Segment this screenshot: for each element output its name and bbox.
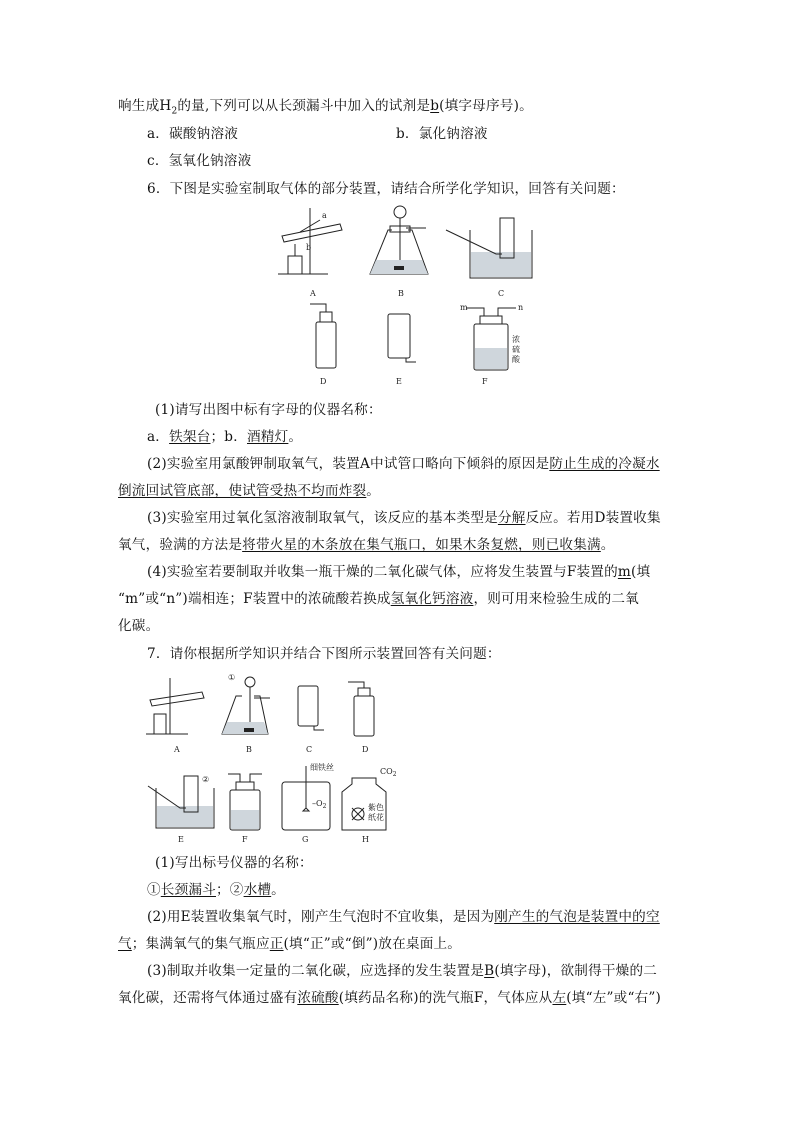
label-C: C — [498, 289, 505, 298]
q7-p2-line2 — [118, 935, 461, 953]
text: (2)用E装置收集氧气时，刚产生气泡时不宜收集，是因为 — [147, 909, 495, 925]
text: (填字母)，欲制得干燥的二 — [494, 963, 658, 979]
mark-1: ① — [228, 673, 236, 682]
paper-label-2: 纸花 — [368, 813, 384, 822]
q7-p1: (1)写出标号仪器的名称： — [155, 855, 313, 871]
label-a-mark: a — [322, 211, 327, 220]
label-A: A — [310, 289, 316, 298]
text: ；② — [215, 882, 244, 898]
text: 的量,下列可以从长颈漏斗中加入的试剂是 — [177, 98, 431, 114]
apparatus-f-q6 — [460, 303, 523, 370]
text: a． — [147, 429, 170, 445]
label-D: D — [362, 745, 369, 754]
q6-p4-line3: 化碳。 — [118, 618, 160, 634]
q6-stem: 6．下图是实验室制取气体的部分装置，请结合所学化学知识，回答有关问题： — [147, 181, 625, 197]
label-B: B — [398, 289, 404, 298]
text: (3)实验室用过氧化氢溶液制取氧气，该反应的基本类型是 — [147, 510, 498, 526]
text: 。 — [600, 537, 615, 553]
apparatus-e-q6 — [388, 314, 416, 362]
apparatus-g-q7 — [282, 762, 334, 830]
answer: m — [617, 564, 631, 580]
label-n-mark: n — [518, 303, 524, 312]
answer: 气 — [118, 936, 132, 952]
answer: 正 — [269, 936, 284, 952]
text: (4)实验室若要制取并收集一瓶干燥的二氧化碳气体，应将发生装置与F装置的 — [147, 564, 618, 580]
answer: 分解 — [497, 510, 526, 526]
label-G: G — [302, 835, 309, 844]
text: 反应。若用D装置收集 — [525, 510, 661, 526]
apparatus-a-q6 — [278, 208, 342, 274]
answer: 长颈漏斗 — [160, 882, 216, 898]
answer: 酒精灯 — [247, 429, 289, 445]
text: 氧化碳，还需将气体通过盛有 — [118, 990, 298, 1006]
text: ，则可用来检验生成的二氧 — [473, 591, 639, 607]
answer: 水槽 — [243, 882, 272, 898]
wire-label: 细铁丝 — [310, 763, 334, 772]
answer: 浓硫酸 — [297, 990, 339, 1006]
text: ① — [147, 882, 161, 898]
acid-3: 酸 — [512, 355, 520, 364]
apparatus-b-q6 — [370, 206, 428, 274]
apparatus-f-q7 — [228, 774, 262, 830]
text: 。 — [271, 882, 285, 898]
answer: B — [484, 963, 495, 979]
answer: 将带火星的木条放在集气瓶口，如果木条复燃，则已收集满 — [242, 537, 601, 553]
apparatus-d-q7 — [348, 682, 374, 736]
text: (3)制取并收集一定量的二氧化碳，应选择的发生装置是 — [147, 963, 485, 979]
label-D: D — [320, 377, 327, 386]
label-m-mark: m — [460, 303, 468, 312]
answer: 防止生成的冷凝水 — [549, 456, 660, 472]
apparatus-e-q7 — [148, 775, 214, 828]
option-c: c．氢氧化钠溶液 — [147, 153, 252, 169]
label-F: F — [482, 377, 488, 386]
paper-label-1: 紫色 — [368, 803, 384, 812]
acid-2: 硫 — [512, 345, 520, 354]
label-E: E — [178, 835, 184, 844]
answer: b — [430, 98, 440, 114]
text: ；集满氧气的集气瓶应 — [131, 936, 270, 952]
q6-p3-line1 — [147, 509, 661, 527]
apparatus-a-q7 — [146, 678, 204, 734]
q6-p1: (1)请写出图中标有字母的仪器名称： — [155, 402, 382, 418]
answer: 倒流回试管底部，使试管受热不均而炸裂 — [118, 483, 367, 499]
q6-p4-line2 — [118, 590, 639, 608]
continuation-line — [118, 97, 533, 121]
q7-p1-answers — [147, 881, 285, 899]
q6-p2-line2 — [118, 482, 380, 500]
apparatus-c-q6 — [446, 218, 532, 278]
answer: 刚产生的气泡是装置中的空 — [494, 909, 660, 925]
acid-1: 浓 — [512, 335, 520, 344]
text: (填字母序号)。 — [439, 98, 533, 114]
apparatus-d-q6 — [310, 304, 336, 368]
text: “m”或“n”)端相连；F装置中的浓硫酸若换成 — [118, 591, 391, 607]
q7-stem: 7．请你根据所学知识并结合下图所示装置回答有关问题： — [147, 646, 501, 662]
q6-figure — [270, 200, 540, 390]
label-C: C — [306, 745, 313, 754]
label-H: H — [362, 835, 369, 844]
mark-2: ② — [202, 775, 210, 784]
answer: 左 — [552, 990, 567, 1006]
text: (2)实验室用氯酸钾制取氧气，装置A中试管口略向下倾斜的原因是 — [147, 456, 550, 472]
text: 。 — [288, 429, 303, 445]
q7-p2-line1 — [147, 908, 660, 926]
text: ；b． — [210, 429, 247, 445]
apparatus-b-q7 — [222, 673, 270, 734]
q6-p1-answers — [147, 428, 302, 446]
o2-label: $-O_2$ — [312, 799, 327, 810]
text: (填“左”或“右”) — [566, 990, 662, 1006]
text: 。 — [366, 483, 381, 499]
q6-p4-line1 — [147, 563, 650, 581]
q6-p2-line1 — [147, 455, 660, 473]
option-a: a．碳酸钠溶液 — [147, 126, 239, 142]
option-b: b．氯化钠溶液 — [396, 126, 488, 142]
label-A: A — [174, 745, 180, 754]
label-B: B — [246, 745, 252, 754]
text: (填 — [630, 564, 651, 580]
q7-p3-line2 — [118, 989, 661, 1007]
label-F: F — [242, 835, 248, 844]
co2-label: $CO_2$ — [380, 767, 397, 778]
text: 响生成H — [118, 98, 172, 114]
apparatus-h-q7 — [342, 767, 397, 830]
label-b-mark: b — [306, 243, 312, 252]
text: (填药品名称)的洗气瓶F，气体应从 — [338, 990, 553, 1006]
apparatus-c-q7 — [298, 686, 324, 730]
label-E: E — [396, 377, 402, 386]
answer: 氢氧化钙溶液 — [390, 591, 474, 607]
answer: 铁架台 — [169, 429, 211, 445]
q7-figure — [140, 668, 400, 848]
text: 氧气，验满的方法是 — [118, 537, 243, 553]
subscript: 2 — [171, 106, 178, 117]
q6-p3-line2 — [118, 536, 615, 554]
q7-p3-line1 — [147, 962, 657, 980]
text: (填“正”或“倒”)放在桌面上。 — [283, 936, 462, 952]
